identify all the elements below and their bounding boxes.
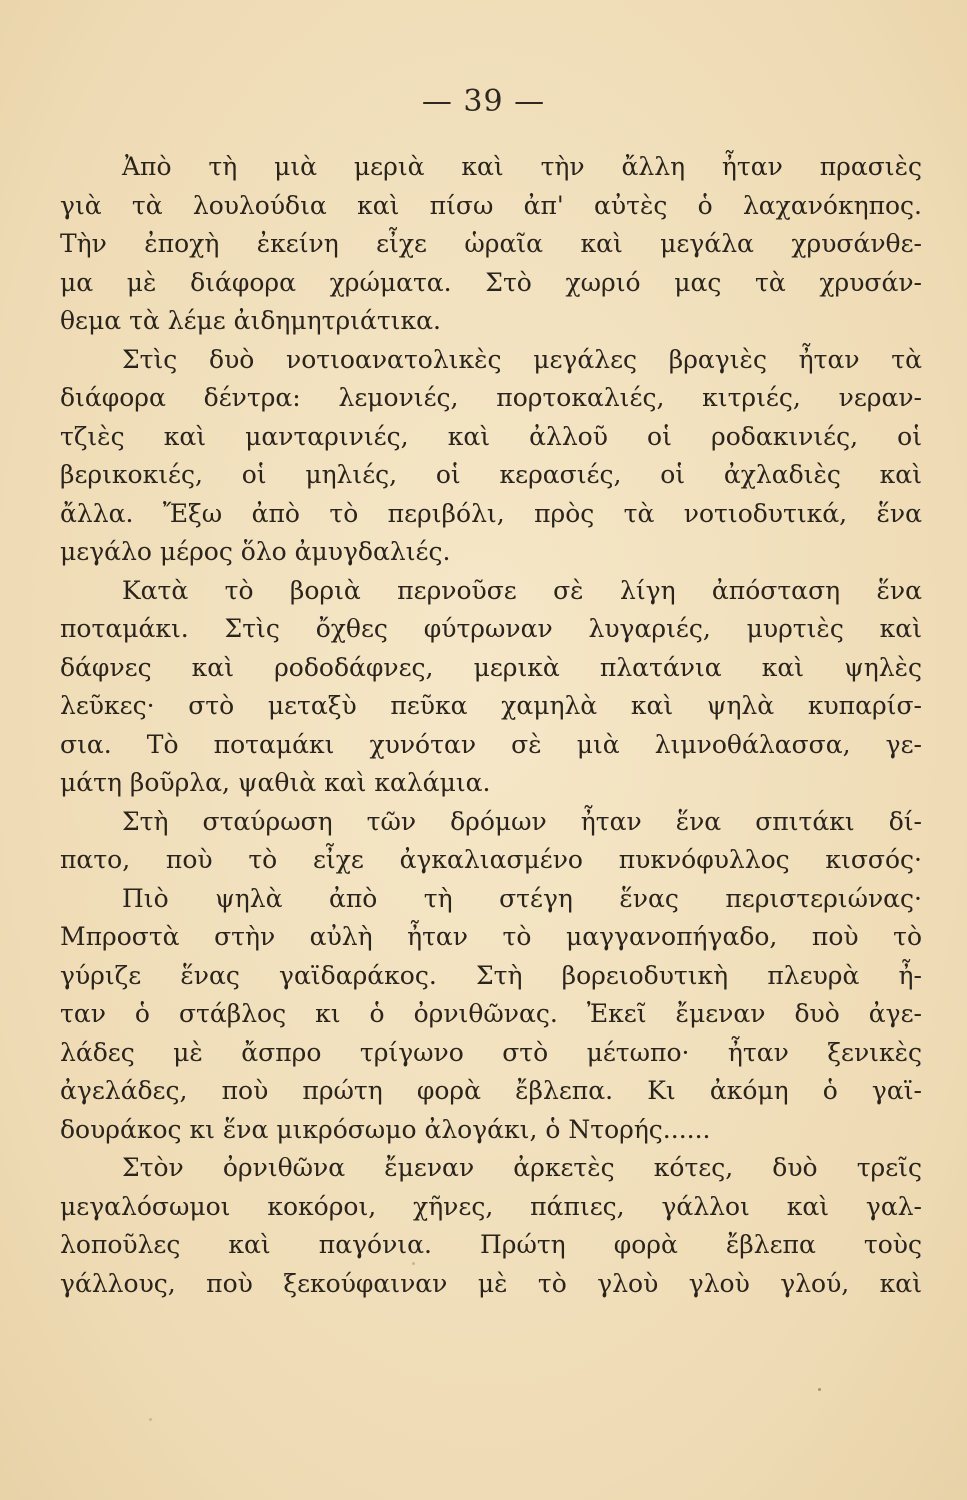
- text-line: δάφνες καὶ ροδοδάφνες, μερικὰ πλατάνια καὶ ψηλὲς: [60, 652, 922, 682]
- text-line: τζιὲς καὶ μανταρινιές, καὶ ἀλλοῦ οἱ ροδακινιές, οἱ: [60, 421, 922, 451]
- text-line: Κατὰ τὸ βοριὰ περνοῦσε σὲ λίγη ἀπόσταση ἕνα: [122, 575, 922, 605]
- text-line: ταν ὁ στάβλος κι ὁ ὀρνιθῶνας. Ἐκεῖ ἔμεναν δυὸ ἀγε-: [60, 999, 922, 1028]
- text-line: μάτη βοῦρλα, ψαθιὰ καὶ καλάμια.: [60, 768, 491, 797]
- paper-speck: [149, 1418, 152, 1421]
- text-line: θεμα τὰ λέμε ἀιδημητριάτικα.: [60, 306, 441, 335]
- text-line: Τὴν ἐποχὴ ἐκείνη εἶχε ὡραῖα καὶ μεγάλα χρυσάνθε-: [60, 229, 922, 258]
- text-line: μεγάλο μέρος ὅλο ἀμυγδαλιές.: [60, 537, 451, 566]
- text-line: μεγαλόσωμοι κοκόροι, χῆνες, πάπιες, γάλλοι καὶ γαλ-: [60, 1191, 922, 1221]
- text-line: ἀγελάδες, ποὺ πρώτη φορὰ ἔβλεπα. Κι ἀκόμη ὁ γαϊ-: [60, 1076, 922, 1105]
- text-line: πατο, ποὺ τὸ εἶχε ἀγκαλιασμένο πυκνόφυλλος κισσός·: [60, 845, 922, 874]
- text-line: Μπροστὰ στὴν αὐλὴ ἦταν τὸ μαγγανοπήγαδο, ποὺ τὸ: [60, 922, 922, 951]
- text-line: γύριζε ἕνας γαϊδαράκος. Στὴ βορειοδυτικὴ πλευρὰ ἦ-: [60, 960, 922, 990]
- text-line: λεῦκες· στὸ μεταξὺ πεῦκα χαμηλὰ καὶ ψηλὰ κυπαρίσ-: [60, 691, 922, 720]
- body-text: [60, 148, 922, 1303]
- text-line: δουράκος κι ἕνα μικρόσωμο ἀλογάκι, ὁ Ντορής......: [60, 1114, 711, 1144]
- paper-speck: [818, 1388, 821, 1391]
- page-number: — 39 —: [421, 84, 546, 119]
- text-line: Πιὸ ψηλὰ ἀπὸ τὴ στέγη ἕνας περιστεριώνας·: [122, 883, 922, 913]
- text-line: ἄλλα. Ἔξω ἀπὸ τὸ περιβόλι, πρὸς τὰ νοτιοδυτικά, ἕνα: [60, 498, 922, 528]
- text-line: σια. Τὸ ποταμάκι χυνόταν σὲ μιὰ λιμνοθάλασσα, γε-: [60, 729, 922, 759]
- text-line: μα μὲ διάφορα χρώματα. Στὸ χωριό μας τὰ χρυσάν-: [60, 267, 922, 297]
- text-line: λάδες μὲ ἄσπρο τρίγωνο στὸ μέτωπο· ἦταν ξενικὲς: [60, 1037, 922, 1067]
- text-line: Στὸν ὀρνιθῶνα ἔμεναν ἀρκετὲς κότες, δυὸ τρεῖς: [122, 1153, 922, 1182]
- text-line: ποταμάκι. Στὶς ὄχθες φύτρωναν λυγαριές, μυρτιὲς καὶ: [60, 614, 922, 643]
- text-line: γιὰ τὰ λουλούδια καὶ πίσω ἀπ' αὐτὲς ὁ λαχανόκηπος.: [60, 190, 922, 220]
- text-line: Στὴ σταύρωση τῶν δρόμων ἦταν ἕνα σπιτάκι δί-: [122, 806, 922, 836]
- text-line: Ἀπὸ τὴ μιὰ μεριὰ καὶ τὴν ἄλλη ἦταν πρασιὲς: [122, 152, 922, 181]
- text-line: γάλλους, ποὺ ξεκούφαιναν μὲ τὸ γλοὺ γλοὺ γλού, καὶ: [60, 1268, 922, 1298]
- text-line: λοποῦλες καὶ παγόνια. Πρώτη φορὰ ἔβλεπα τοὺς: [60, 1230, 922, 1259]
- text-line: Στὶς δυὸ νοτιοανατολικὲς μεγάλες βραγιὲς ἦταν τὰ: [122, 344, 922, 374]
- text-line: βερικοκιές, οἱ μηλιές, οἱ κερασιές, οἱ ἀχλαδιὲς καὶ: [60, 460, 922, 489]
- text-line: διάφορα δέντρα: λεμονιές, πορτοκαλιές, κιτριές, νεραν-: [60, 383, 922, 412]
- paper-speck: [412, 1262, 415, 1265]
